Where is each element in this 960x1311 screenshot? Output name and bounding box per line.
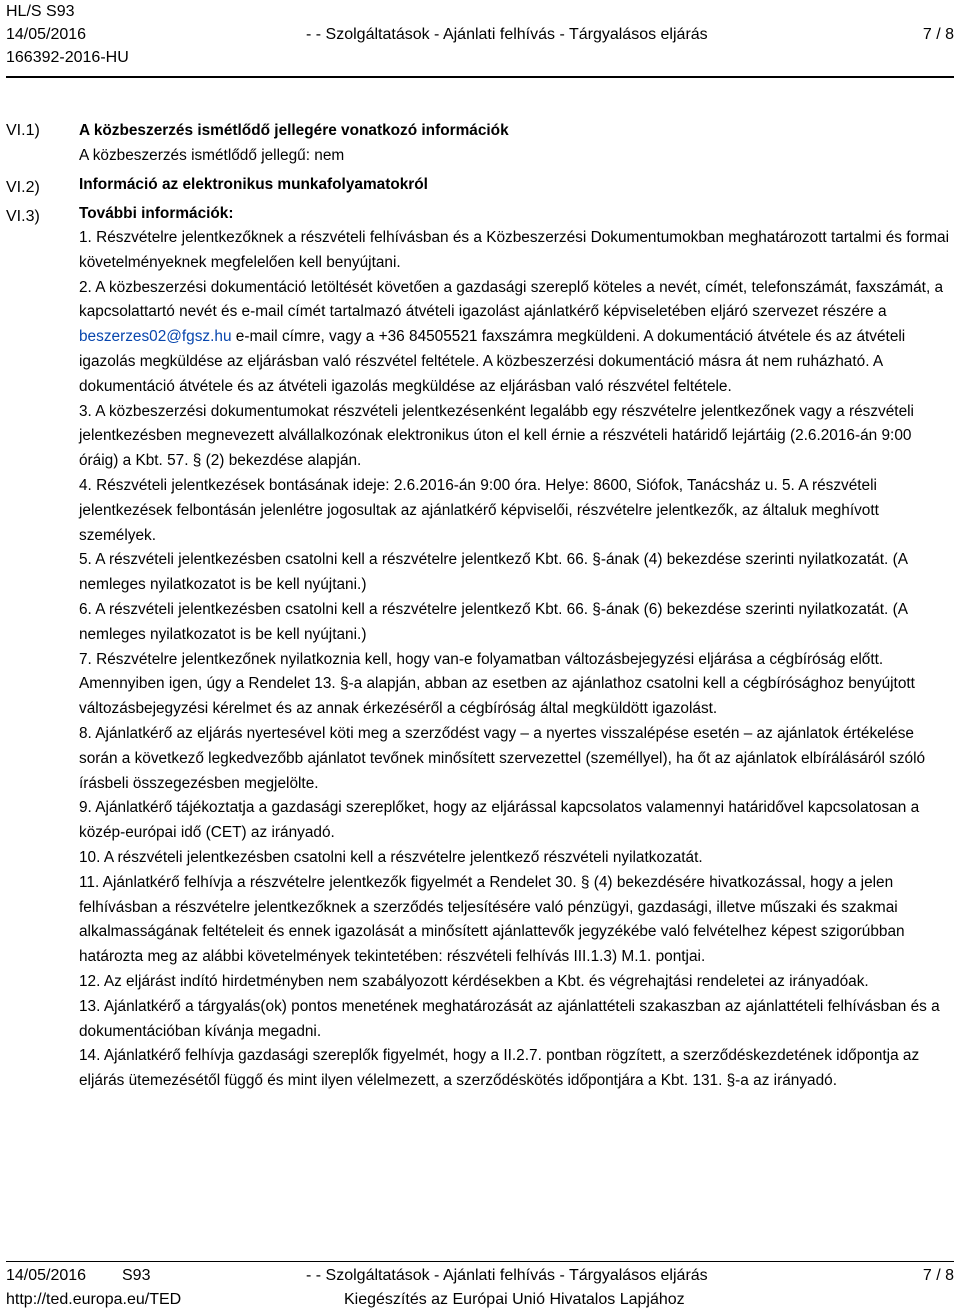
page-header [0, 0, 960, 70]
contact-email: beszerzes02@fgsz.hu [79, 328, 232, 346]
page-footer [0, 1264, 960, 1311]
section-heading-vi1: A közbeszerzés ismétlődő jellegére vonatkozó információk [79, 122, 509, 139]
paragraph-5: 5. A részvételi jelentkezésben csatolni kell a részvételre jelentkező Kbt. 66. §-ának (4) bekezdése szerinti nyilatkozatát. (A nemleges nyilatkozatot is be kell nyújtani.) [79, 551, 908, 594]
paragraph-10: 10. A részvételi jelentkezésben csatolni kell a részvételre jelentkező részvételi nyilatkozatát. [79, 848, 703, 866]
footer-date: 14/05/2016 [6, 1267, 87, 1284]
section-id-vi2: VI.2) [6, 179, 40, 196]
footer-publisher: Kiegészítés az Európai Unió Hivatalos Lapjához [344, 1291, 685, 1308]
paragraph-6: 6. A részvételi jelentkezésben csatolni kell a részvételre jelentkező Kbt. 66. §-ának (6) bekezdése szerinti nyilatkozatát. (A nemleges nyilatkozatot is be kell nyújtani.) [79, 600, 908, 643]
paragraph-13: 13. Ajánlatkérő a tárgyalás(ok) pontos menetének meghatározását az ajánlattételi szakaszban az ajánlattételi felhívásban és a dokumentációban kívánja megadni. [79, 997, 940, 1040]
footer-divider [6, 1261, 954, 1262]
section-id-vi3: VI.3) [6, 208, 40, 225]
footer-page-number: 7 / 8 [922, 1267, 954, 1284]
header-title: - - Szolgáltatások - Ajánlati felhívás - Tárgyalásos eljárás [306, 26, 708, 43]
section-heading-vi2: Információ az elektronikus munkafolyamatokról [79, 176, 428, 193]
header-divider [6, 76, 954, 78]
section-heading-vi3: További információk: [79, 205, 234, 222]
header-page-number: 7 / 8 [922, 26, 954, 43]
footer-url: http://ted.europa.eu/TED [6, 1291, 182, 1308]
header-date: 14/05/2016 [6, 26, 87, 43]
paragraph-9: 9. Ajánlatkérő tájékoztatja a gazdasági szereplőket, hogy az eljárással kapcsolatos valamennyi határidővel kapcsolatosan a közép-európai idő (CET) az irányadó. [79, 799, 920, 842]
paragraph-14: 14. Ajánlatkérő felhívja gazdasági szereplők figyelmét, hogy a II.2.7. pontban rögzített, a szerződéskezdetének időpontja az eljárás ütemezésétől függő és mint ilyen vélelmezett, a szerződéskötés időpontjára a Kbt. 131. §-a az irányadó. [79, 1047, 920, 1090]
footer-series: S93 [122, 1267, 151, 1284]
paragraph-11: 11. Ajánlatkérő felhívja a részvételre jelentkezők figyelmét a Rendelet 30. § (4) bekezdésére hivatkozással, hogy a jelen felhívásban a részvételre jelentkezőknek a szerződés teljesítésére való pénzügyi, gazdasági, illetve műszaki és szakmai alkalmasságának feltételeit és ennek igazolását a minősített ajánlattevők jegyzékébe való felvételhez képest szigorúbban határozta meg az alábbi követelmények tekintetében: részvételi felhívás III.1.3) M.1. pontjai. [79, 873, 905, 966]
footer-title: - - Szolgáltatások - Ajánlati felhívás - Tárgyalásos eljárás [306, 1267, 708, 1284]
paragraph-7: 7. Részvételre jelentkezőnek nyilatkoznia kell, hogy van-e folyamatban változásbejegyzési eljárása a cégbíróság előtt. Amennyiben igen, úgy a Rendelet 13. §-a alapján, abban az esetben az ajánlathoz csatolni kell a cégbírósághoz benyújtott változásbejegyzési kérelmet és az annak érkezéséről a cégbíróság által megküldött igazolást. [79, 650, 915, 718]
paragraph-2-text-b: e-mail címre, vagy a +36 84505521 faxszámra megküldeni. A dokumentáció átvétele és az átvételi igazolás megküldése az eljárásban való részvétel feltétele. A közbeszerzési dokumentáció másra át nem ruházható. A dokumentáció átvétele és az átvételi igazolás megküldése az eljárásban való részvétel feltétele. [79, 328, 906, 395]
doc-number: 166392-2016-HU [6, 49, 129, 66]
paragraph-12: 12. Az eljárást indító hirdetményben nem szabályozott kérdésekben a Kbt. és végrehajtási rendeletei az irányadóak. [79, 972, 869, 990]
doc-code: HL/S S93 [6, 3, 75, 20]
paragraph-2 [79, 276, 949, 400]
paragraph-3: 3. A közbeszerzési dokumentumokat részvételi jelentkezésenként legalább egy részvételre jelentkezőnek vagy a részvételi jelentkezésben megnevezett alvállalkozónak elektronikus úton el kell érnie a részvételi határidő lejártáig (2.6.2016-án 9:00 óráig) a Kbt. 57. § (2) bekezdése alapján. [79, 402, 914, 470]
paragraph-8: 8. Ajánlatkérő az eljárás nyertesével köti meg a szerződést vagy – a nyertes visszalépése esetén – az ajánlatok értékelése során a következő legkedvezőbb ajánlatot tevőnek minősített szervezettel (személlyel), ha őt az ajánlatok elbírálásáról szóló írásbeli összegezésben megjelölte. [79, 724, 926, 792]
section-id-vi1: VI.1) [6, 122, 40, 139]
paragraph-1: 1. Részvételre jelentkezőknek a részvételi felhívásban és a Közbeszerzési Dokumentumokban meghatározott tartalmi és formai követelményeknek megfelelően kell benyújtani. [79, 229, 949, 271]
main-content [79, 118, 949, 1094]
section-text-vi1: A közbeszerzés ismétlődő jellegű: nem [79, 147, 345, 164]
paragraph-2-text-a: 2. A közbeszerzési dokumentáció letöltését követően a gazdasági szereplő köteles a nevét, címét, telefonszámát, faxszámát, a kapcsolattartó nevét és e-mail címét tartalmazó átvételi igazolást ajánlatkérő képviseletében eljáró szervezet részére a [79, 278, 944, 321]
paragraph-4: 4. Részvételi jelentkezések bontásának ideje: 2.6.2016-án 9:00 óra. Helye: 8600, Siófok, Tanácsház u. 5. A részvételi jelentkezések felbontásán jelenlétre jogosultak az ajánlatkérő képviselői, részvételre jelentkezők, az általuk meghívott személyek. [79, 476, 879, 544]
